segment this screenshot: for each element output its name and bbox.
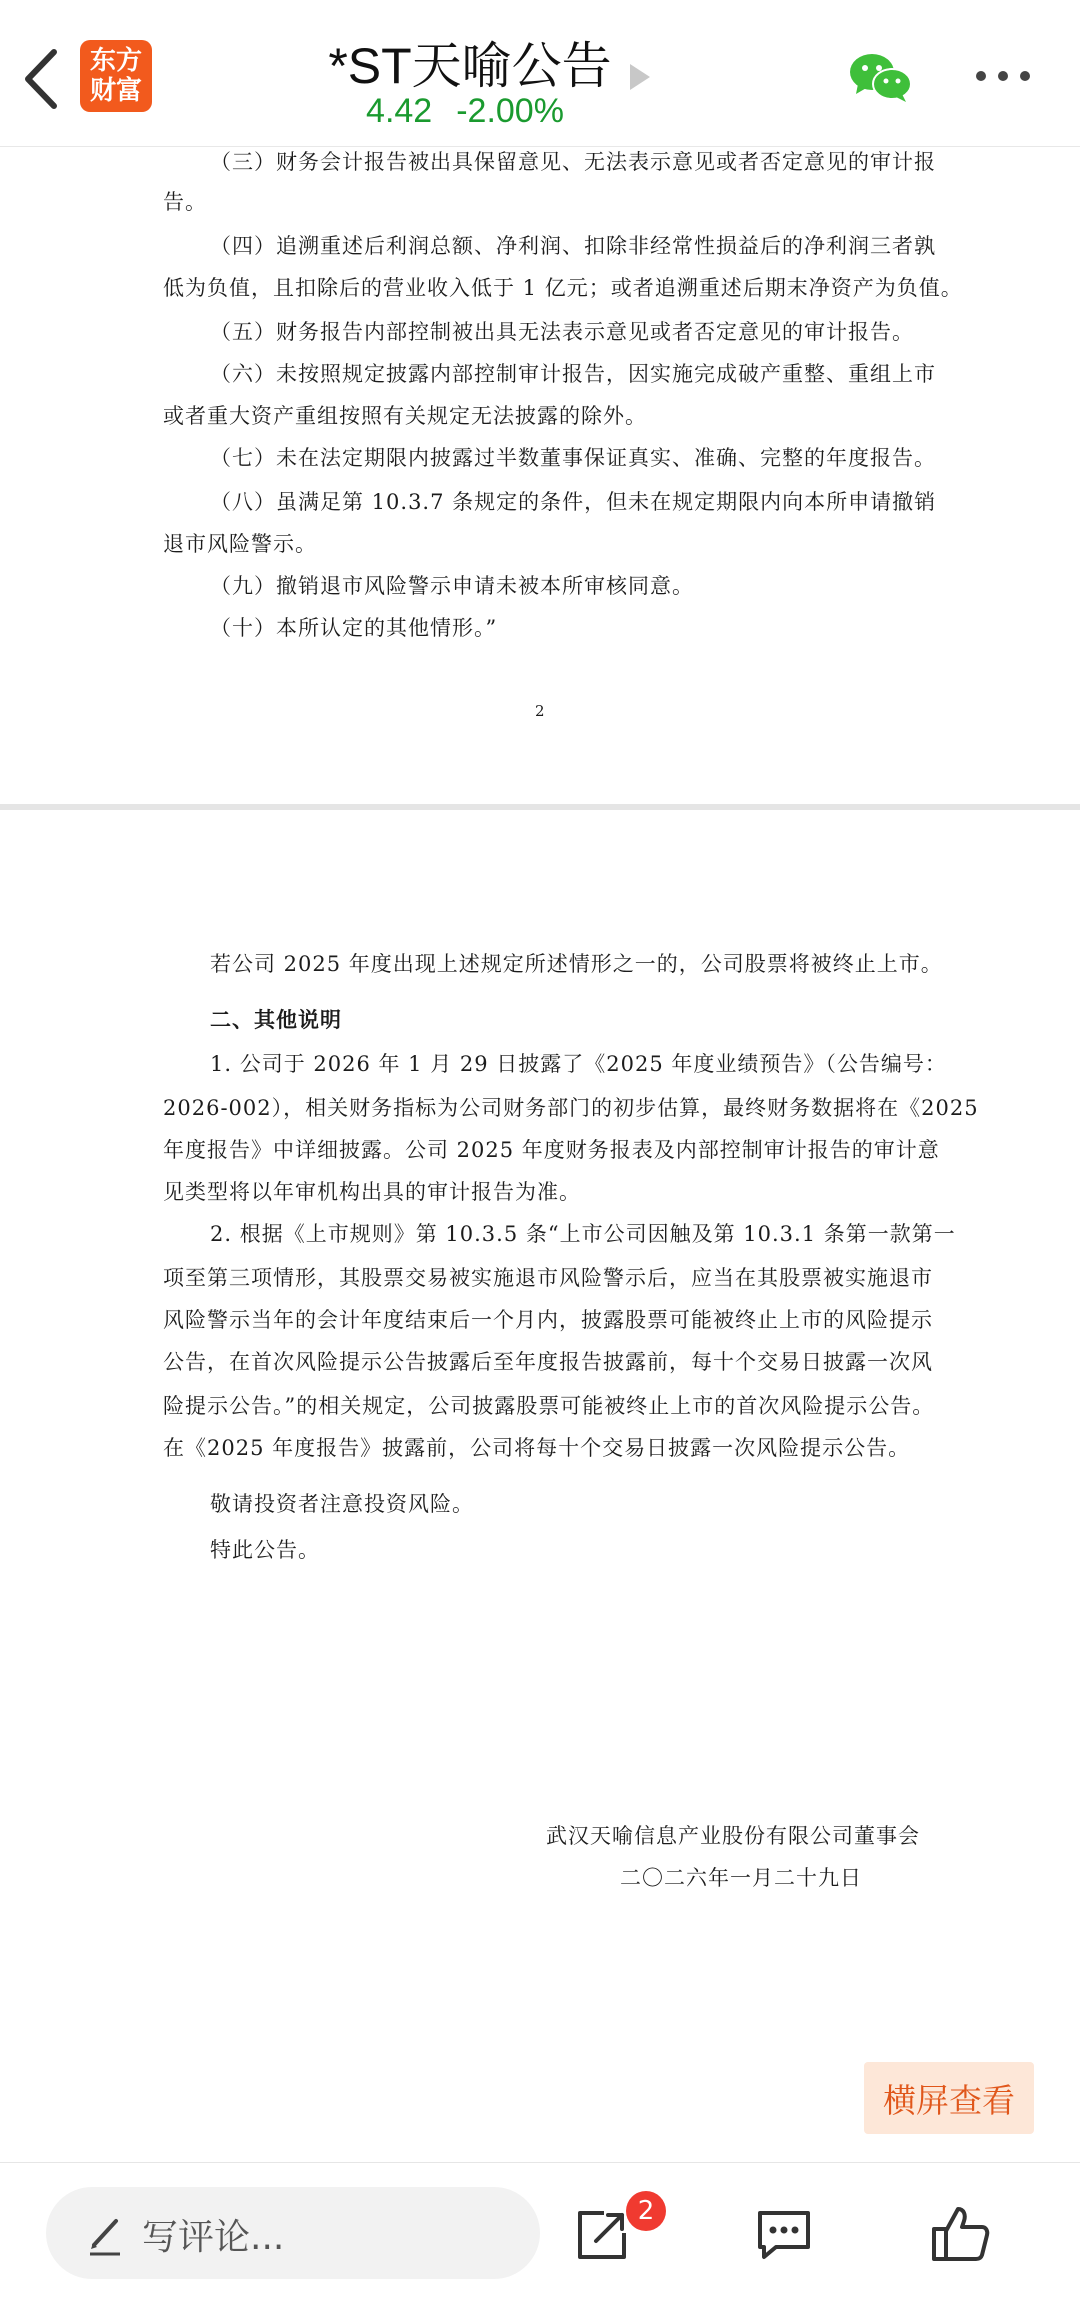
page-number: 2 (535, 702, 545, 720)
doc-line: （六）未按照规定披露内部控制审计报告，因实施完成破产重整、重组上市 (210, 362, 936, 386)
back-button[interactable] (18, 44, 78, 114)
doc-line: 2. 根据《上市规则》第 10.3.5 条“上市公司因触及第 10.3.1 条第一款第一 (210, 1222, 956, 1246)
doc-line: （五）财务报告内部控制被出具无法表示意见或者否定意见的审计报告。 (210, 320, 914, 344)
signature-date: 二〇二六年一月二十九日 (620, 1866, 862, 1890)
comment-placeholder: 写评论... (142, 2217, 285, 2258)
thumbs-up-icon[interactable] (930, 2203, 992, 2265)
doc-line: （七）未在法定期限内披露过半数董事保证真实、准确、完整的年度报告。 (210, 446, 936, 470)
landscape-view-button[interactable]: 横屏查看 (864, 2062, 1034, 2134)
doc-line: 项至第三项情形，其股票交易被实施退市风险警示后，应当在其股票被实施退市 (163, 1266, 933, 1290)
doc-line: 特此公告。 (210, 1538, 320, 1562)
doc-line: 若公司 2025 年度出现上述规定所述情形之一的，公司股票将被终止上市。 (210, 952, 943, 976)
page-title[interactable]: *ST天喻公告 (328, 38, 612, 94)
doc-line: 告。 (163, 190, 207, 214)
doc-line: （十）本所认定的其他情形。” (210, 616, 498, 640)
doc-line: 敬请投资者注意投资风险。 (210, 1492, 474, 1516)
doc-line: 风险警示当年的会计年度结束后一个月内，披露股票可能被终止上市的风险提示 (163, 1308, 933, 1332)
doc-line: 退市风险警示。 (163, 532, 317, 556)
chevron-left-icon (18, 44, 68, 114)
doc-line: （三）财务会计报告被出具保留意见、无法表示意见或者否定意见的审计报 (210, 150, 936, 174)
share-icon[interactable] (574, 2207, 630, 2263)
more-icon[interactable] (975, 70, 1031, 82)
logo-text-line2: 财富 (89, 76, 142, 106)
message-icon[interactable] (754, 2207, 814, 2263)
doc-line: 低为负值，且扣除后的营业收入低于 1 亿元；或者追溯重述后期末净资产为负值。 (163, 276, 963, 300)
comment-input[interactable] (46, 2187, 540, 2279)
doc-line: （九）撤销退市风险警示申请未被本所审核同意。 (210, 574, 694, 598)
stock-quote[interactable] (330, 92, 600, 131)
wechat-icon[interactable] (848, 50, 912, 104)
section-title: 二、其他说明 (210, 1007, 342, 1032)
stock-change-pct: -2.00% (456, 92, 564, 130)
bottom-action-bar (0, 2162, 1080, 2303)
signature-company: 武汉天喻信息产业股份有限公司董事会 (546, 1824, 920, 1848)
document-page-1 (0, 146, 1080, 804)
play-icon[interactable] (628, 62, 652, 92)
doc-line: 险提示公告。”的相关规定，公司披露股票可能被终止上市的首次风险提示公告。 (163, 1394, 935, 1418)
doc-line: 年度报告》中详细披露。公司 2025 年度财务报表及内部控制审计报告的审计意 (163, 1138, 940, 1162)
logo-text-line1: 东方 (89, 46, 142, 76)
doc-line: 1. 公司于 2026 年 1 月 29 日披露了《2025 年度业绩预告》（公告编号： (210, 1052, 947, 1076)
eastmoney-logo (80, 40, 152, 112)
doc-line: 见类型将以年审机构出具的审计报告为准。 (163, 1180, 581, 1204)
doc-line: （四）追溯重述后利润总额、净利润、扣除非经常性损益后的净利润三者孰 (210, 234, 936, 258)
doc-line: 2026-002），相关财务指标为公司财务部门的初步估算，最终财务数据将在《2025 (163, 1096, 979, 1120)
doc-line: （八）虽满足第 10.3.7 条规定的条件，但未在规定期限内向本所申请撤销 (210, 490, 937, 514)
stock-price: 4.42 (366, 92, 433, 130)
doc-line: 或者重大资产重组按照有关规定无法披露的除外。 (163, 404, 647, 428)
app-header (0, 0, 1080, 147)
doc-line: 公告，在首次风险提示公告披露后至年度报告披露前，每十个交易日披露一次风 (163, 1350, 933, 1374)
share-count-badge: 2 (626, 2191, 666, 2231)
pencil-icon (86, 2213, 126, 2257)
doc-line: 在《2025 年度报告》披露前，公司将每十个交易日披露一次风险提示公告。 (163, 1436, 911, 1460)
document-page-2 (0, 810, 1080, 2162)
